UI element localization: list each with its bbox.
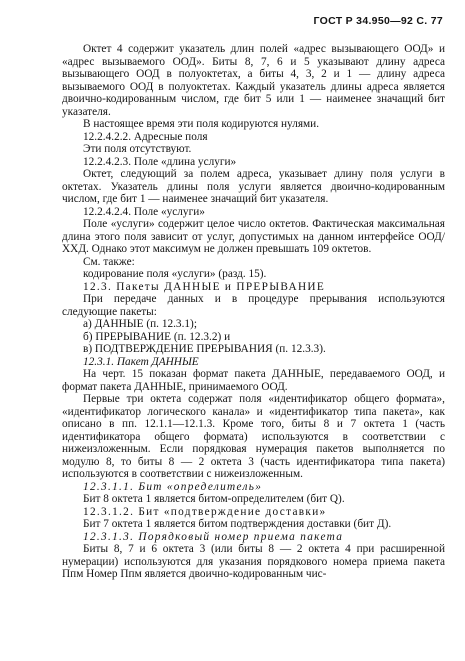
heading-12-3-1-2: 12.3.1.2. Бит «подтверждение доставки» <box>83 505 327 518</box>
heading-12-3-1-1: 12.3.1.1. Бит «определитель» <box>83 480 263 493</box>
paragraph-see-also-item: кодирование поля «услуги» (разд. 15). <box>83 268 267 280</box>
heading-12-3-1-3: 12.3.1.3. Порядковый номер приема пакета <box>83 530 344 543</box>
heading-12-2-4-2-3: 12.2.4.2.3. Поле «длина услуги» <box>83 155 237 168</box>
paragraph-services-field: Поле «услуги» содержит целое число октетов. Фактическая максимальная длина этого поля зависит от услуг, допустимых на данном интерфейсе ООД/ХХД. Однако этот максимум не должен превышать 109 октетов. <box>62 218 445 255</box>
paragraph-drawing-15: На черт. 15 показан формат пакета ДАННЫЕ, передаваемого ООД, и формат пакета ДАННЫЕ, принимаемого ООД. <box>62 368 445 393</box>
list-item-a: а) ДАННЫЕ (п. 12.3.1); <box>83 318 197 330</box>
heading-12-2-4-2-2: 12.2.4.2.2. Адресные поля <box>83 130 208 143</box>
list-item-c: в) ПОДТВЕРЖДЕНИЕ ПРЕРЫВАНИЯ (п. 12.3.3). <box>83 343 326 355</box>
list-item-b: б) ПРЕРЫВАНИЕ (п. 12.3.2) и <box>83 330 231 343</box>
heading-12-3-1: 12.3.1. Пакет ДАННЫЕ <box>83 355 199 368</box>
paragraph-first-three-octets: Первые три октета содержат поля «идентификатор общего формата», «идентификатор логического канала» и «идентификатор типа пакета», как описано в пп. 12.1.1—12.1.3. Кроме того, биты 8 и 7 октета 1 (часть идентификатора общего формата) используются в соответствии с нижеизложенным. Если порядковая нумерация пакетов выполняется по модулю 8, то биты 8 — 2 октета 3 (часть идентификатора типа пакета) используются в соответствии с нижеизложенным. <box>62 393 445 480</box>
page-body <box>62 43 445 581</box>
paragraph-fields-absent: Эти поля отсутствуют. <box>83 143 192 155</box>
paragraph-bit-d: Бит 7 октета 1 является битом подтверждения доставки (бит Д). <box>83 518 392 530</box>
paragraph-bit-q: Бит 8 октета 1 является битом-определителем (бит Q). <box>83 493 345 505</box>
paragraph-see-also: См. также: <box>83 255 135 268</box>
heading-12-2-4-2-4: 12.2.4.2.4. Поле «услуги» <box>83 205 205 218</box>
paragraph-packets-intro: При передаче данных и в процедуре прерывания используются следующие пакеты: <box>62 293 445 318</box>
paragraph-service-length: Октет, следующий за полем адреса, указывает длину поля услуги в октетах. Указатель длины поля услуги является двоично-кодированным числом, где бит 1 — наименее значащий бит указателя. <box>62 168 445 205</box>
paragraph-octet4: Октет 4 содержит указатель длин полей «адрес вызывающего ООД» и «адрес вызываемого ООД». Биты 8, 7, 6 и 5 указывают длину адреса вызывающего ООД в полуоктетах, а биты 4, 3, 2 и 1 — длину адреса вызываемого ООД в полуоктетах. Каждый указатель длины адреса является двоично-кодированным числом, где бит 5 или 1 — наименее значащий бит указателя. <box>62 43 445 118</box>
paragraph-receive-number: Биты 8, 7 и 6 октета 3 (или биты 8 — 2 октета 4 при расширенной нумерации) используются для указания порядкового номера приема пакета Ппм Номер Ппм является двоично-кодированным чис- <box>62 543 445 580</box>
running-header: ГОСТ Р 34.950—92 С. 77 <box>313 15 443 27</box>
heading-12-3: 12.3. Пакеты ДАННЫЕ и ПРЕРЫВАНИЕ <box>83 280 326 293</box>
paragraph-zeros: В настоящее время эти поля кодируются нулями. <box>83 118 320 130</box>
